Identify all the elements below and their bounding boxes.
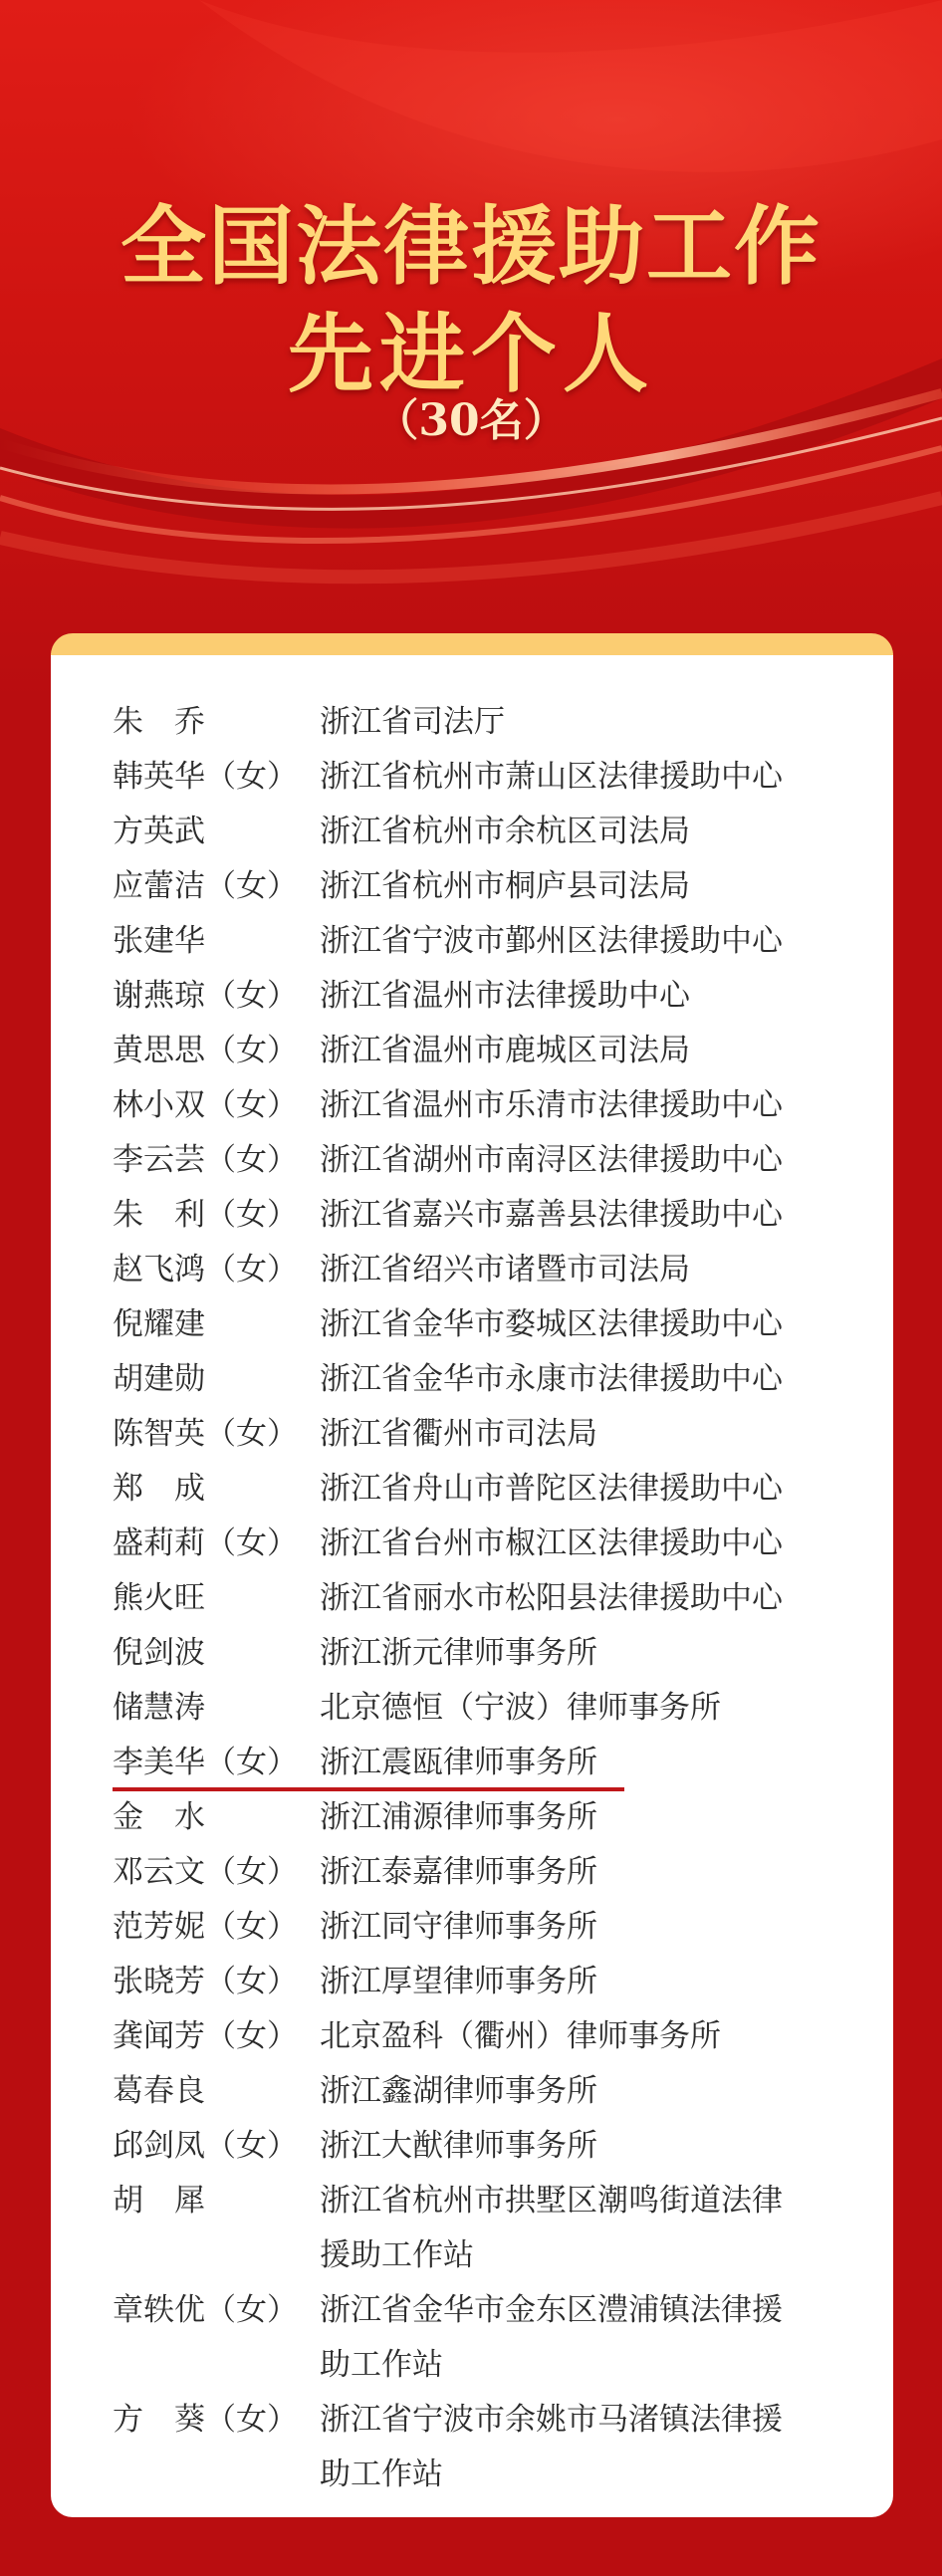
list-item <box>113 969 853 1024</box>
honoree-organization: 浙江省宁波市鄞州区法律援助中心 <box>320 923 783 959</box>
honoree-name: 胡建勋 <box>113 1361 205 1397</box>
honoree-name: 郑 成 <box>113 1471 205 1507</box>
honoree-name: 倪耀建 <box>113 1306 205 1342</box>
honoree-name: 应蕾洁（女） <box>113 868 298 904</box>
list-item <box>113 1900 853 1955</box>
honoree-name: 邱剑凤（女） <box>113 2128 298 2164</box>
honoree-organization: 浙江省杭州市余杭区司法局 <box>320 814 690 849</box>
honoree-name: 李云芸（女） <box>113 1142 298 1178</box>
honoree-organization: 北京盈科（衢州）律师事务所 <box>320 2018 721 2054</box>
honoree-name: 倪剑波 <box>113 1635 205 1671</box>
honoree-name: 张晓芳（女） <box>113 1964 298 1999</box>
honoree-organization: 浙江省杭州市萧山区法律援助中心 <box>320 759 783 795</box>
honoree-name: 朱 利（女） <box>113 1197 298 1233</box>
list-item <box>113 2009 853 2064</box>
list-item <box>113 1571 853 1626</box>
honoree-name: 范芳妮（女） <box>113 1909 298 1945</box>
honoree-name: 谢燕琼（女） <box>113 978 298 1014</box>
honoree-organization: 浙江省舟山市普陀区法律援助中心 <box>320 1471 783 1507</box>
honoree-organization: 浙江省嘉兴市嘉善县法律援助中心 <box>320 1197 783 1233</box>
list-item <box>113 695 853 750</box>
honoree-organization: 浙江浦源律师事务所 <box>320 1799 597 1835</box>
list-item <box>113 2119 853 2174</box>
honoree-name: 张建华 <box>113 923 205 959</box>
honoree-name: 金 水 <box>113 1799 205 1835</box>
list-item <box>113 1133 853 1188</box>
honoree-organization: 浙江同守律师事务所 <box>320 1909 597 1945</box>
list-item <box>113 1078 853 1133</box>
honoree-organization: 浙江省湖州市南浔区法律援助中心 <box>320 1142 783 1178</box>
honoree-name: 陈智英（女） <box>113 1416 298 1452</box>
header-banner <box>0 0 942 697</box>
honoree-name: 林小双（女） <box>113 1087 298 1123</box>
list-item <box>113 1517 853 1571</box>
honoree-name: 方 葵（女） <box>113 2402 298 2438</box>
list-item-highlighted <box>113 1736 853 1790</box>
honoree-name: 韩英华（女） <box>113 759 298 795</box>
list-item <box>113 1955 853 2009</box>
honoree-name: 熊火旺 <box>113 1580 205 1616</box>
honoree-organization: 浙江省宁波市余姚市马渚镇法律援 助工作站 <box>320 2402 783 2492</box>
list-item <box>113 1681 853 1736</box>
honoree-name: 方英武 <box>113 814 205 849</box>
honoree-organization: 浙江省杭州市拱墅区潮鸣街道法律 援助工作站 <box>320 2183 783 2273</box>
list-item <box>113 2283 853 2393</box>
list-item <box>113 1845 853 1900</box>
honoree-name: 龚闻芳（女） <box>113 2018 298 2054</box>
list-item <box>113 914 853 969</box>
honoree-name: 赵飞鸿（女） <box>113 1252 298 1288</box>
list-item <box>113 1626 853 1681</box>
list-item <box>113 1243 853 1297</box>
honoree-name: 朱 乔 <box>113 704 205 740</box>
list-item <box>113 1407 853 1462</box>
honoree-organization: 浙江省台州市椒江区法律援助中心 <box>320 1525 783 1561</box>
honoree-organization: 浙江浙元律师事务所 <box>320 1635 597 1671</box>
honoree-count: （30名） <box>374 395 568 446</box>
honoree-organization: 浙江省金华市永康市法律援助中心 <box>320 1361 783 1397</box>
list-item <box>113 859 853 914</box>
honoree-name: 储慧涛 <box>113 1690 205 1726</box>
honoree-name: 邓云文（女） <box>113 1854 298 1890</box>
list-item <box>113 2393 853 2502</box>
list-item <box>113 1790 853 1845</box>
list-item <box>113 1462 853 1517</box>
honoree-organization: 浙江省绍兴市诸暨市司法局 <box>320 1252 690 1288</box>
honoree-name: 葛春良 <box>113 2073 205 2109</box>
page-subtitle: 先进个人 <box>288 304 654 404</box>
honoree-organization: 浙江厚望律师事务所 <box>320 1964 597 1999</box>
list-item <box>113 1188 853 1243</box>
honoree-name: 胡 犀 <box>113 2183 205 2219</box>
honoree-name: 盛莉莉（女） <box>113 1525 298 1561</box>
list-item <box>113 750 853 805</box>
list-item <box>113 805 853 859</box>
honoree-organization: 浙江震瓯律师事务所 <box>320 1745 597 1780</box>
honoree-organization: 浙江省丽水市松阳县法律援助中心 <box>320 1580 783 1616</box>
honoree-organization: 浙江省金华市婺城区法律援助中心 <box>320 1306 783 1342</box>
honoree-organization: 浙江泰嘉律师事务所 <box>320 1854 597 1890</box>
honoree-organization: 浙江省金华市金东区澧浦镇法律援 助工作站 <box>320 2292 783 2383</box>
honoree-organization: 浙江鑫湖律师事务所 <box>320 2073 597 2109</box>
page-title: 全国法律援助工作 <box>120 196 822 297</box>
honoree-organization: 北京德恒（宁波）律师事务所 <box>320 1690 721 1726</box>
honoree-organization: 浙江省温州市法律援助中心 <box>320 978 690 1014</box>
list-item <box>113 2174 853 2283</box>
honoree-organization: 浙江省司法厅 <box>320 704 505 740</box>
list-item <box>113 1297 853 1352</box>
honoree-organization: 浙江省温州市乐清市法律援助中心 <box>320 1087 783 1123</box>
honoree-organization: 浙江大猷律师事务所 <box>320 2128 597 2164</box>
honoree-name: 黄思思（女） <box>113 1033 298 1068</box>
list-item <box>113 1024 853 1078</box>
honoree-organization: 浙江省温州市鹿城区司法局 <box>320 1033 690 1068</box>
honoree-organization: 浙江省衢州市司法局 <box>320 1416 597 1452</box>
honoree-name: 李美华（女） <box>113 1745 298 1780</box>
honoree-card <box>51 633 893 2517</box>
list-item <box>113 2064 853 2119</box>
honoree-list <box>113 695 853 2502</box>
honoree-organization: 浙江省杭州市桐庐县司法局 <box>320 868 690 904</box>
list-item <box>113 1352 853 1407</box>
honoree-name: 章轶优（女） <box>113 2292 298 2328</box>
